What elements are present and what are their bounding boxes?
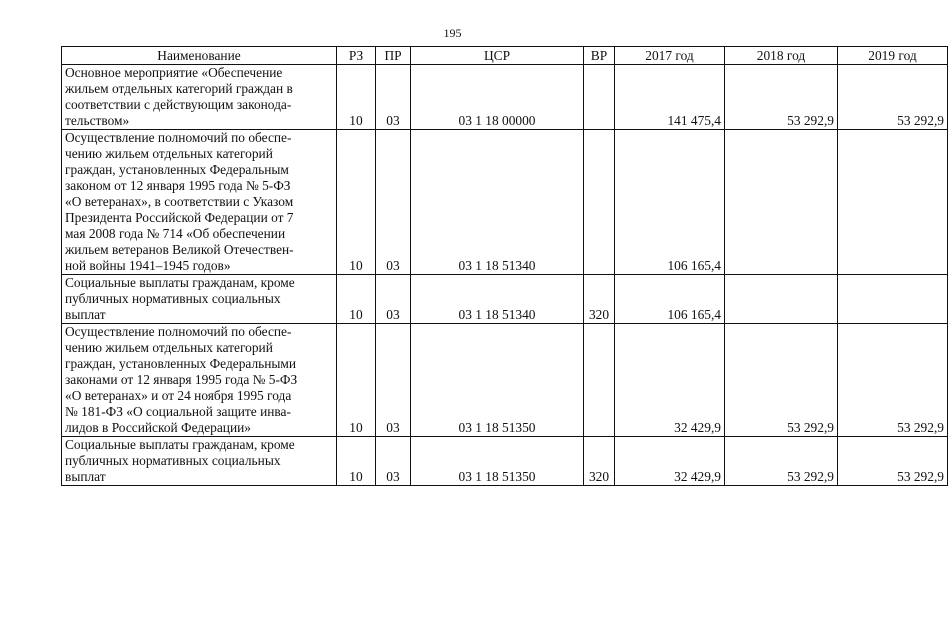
- row-pr: 03: [376, 275, 411, 324]
- row-pr: 03: [376, 324, 411, 437]
- row-vr: 320: [584, 437, 615, 486]
- row-2017: 141 475,4: [615, 65, 725, 130]
- row-pr: 03: [376, 437, 411, 486]
- row-vr: [584, 130, 615, 275]
- row-csr: 03 1 18 00000: [411, 65, 584, 130]
- header-2017: 2017 год: [615, 47, 725, 65]
- row-2018: 53 292,9: [725, 324, 838, 437]
- row-rz: 10: [337, 275, 376, 324]
- table-row: [62, 275, 948, 324]
- header-name: Наименование: [62, 47, 337, 65]
- row-name-line: жильем отдельных категорий граждан в: [65, 81, 293, 96]
- row-pr: 03: [376, 130, 411, 275]
- row-name-cell: [62, 65, 337, 130]
- row-name-line: публичных нормативных социальных: [65, 453, 281, 468]
- row-vr: 320: [584, 275, 615, 324]
- row-name-line: граждан, установленных Федеральным: [65, 162, 289, 177]
- row-name-cell: [62, 324, 337, 437]
- row-rz: 10: [337, 324, 376, 437]
- row-name-cell: [62, 130, 337, 275]
- table-row: [62, 324, 948, 437]
- page-number: 195: [443, 26, 462, 40]
- row-name-line: соответствии с действующим законода-: [65, 97, 292, 112]
- row-name-line: Основное мероприятие «Обеспечение: [65, 65, 283, 80]
- row-vr: [584, 65, 615, 130]
- row-rz: 10: [337, 437, 376, 486]
- row-rz: 10: [337, 65, 376, 130]
- table-header-row: [62, 47, 948, 65]
- row-vr: [584, 324, 615, 437]
- header-pr: ПР: [376, 47, 411, 65]
- row-2018: 53 292,9: [725, 437, 838, 486]
- header-csr: ЦСР: [411, 47, 584, 65]
- row-pr: 03: [376, 65, 411, 130]
- row-rz: 10: [337, 130, 376, 275]
- row-2019: 53 292,9: [838, 65, 948, 130]
- header-2018: 2018 год: [725, 47, 838, 65]
- row-2017: 32 429,9: [615, 437, 725, 486]
- row-name-line: «О ветеранах», в соответствии с Указом: [65, 194, 294, 209]
- row-2017: 106 165,4: [615, 130, 725, 275]
- row-name-line: мая 2008 года № 714 «Об обеспечении: [65, 226, 286, 241]
- row-name-line: законом от 12 января 1995 года № 5-ФЗ: [65, 178, 291, 193]
- header-rz: РЗ: [337, 47, 376, 65]
- row-name-line: Социальные выплаты гражданам, кроме: [65, 275, 295, 290]
- row-name-line: Осуществление полномочий по обеспе-: [65, 130, 292, 145]
- row-name-line: Осуществление полномочий по обеспе-: [65, 324, 292, 339]
- row-name-line: выплат: [65, 469, 106, 484]
- row-csr: 03 1 18 51350: [411, 437, 584, 486]
- row-name-line: Президента Российской Федерации от 7: [65, 210, 294, 225]
- row-name-line: выплат: [65, 307, 106, 322]
- row-name-cell: [62, 275, 337, 324]
- header-vr: ВР: [584, 47, 615, 65]
- row-csr: 03 1 18 51350: [411, 324, 584, 437]
- row-2019: [838, 130, 948, 275]
- row-name-line: «О ветеранах» и от 24 ноября 1995 года: [65, 388, 292, 403]
- budget-table: [61, 46, 948, 486]
- row-csr: 03 1 18 51340: [411, 130, 584, 275]
- row-2017: 106 165,4: [615, 275, 725, 324]
- row-name-line: № 181-ФЗ «О социальной защите инва-: [65, 404, 291, 419]
- row-2019: 53 292,9: [838, 437, 948, 486]
- row-2018: [725, 275, 838, 324]
- row-name-cell: [62, 437, 337, 486]
- row-name-line: публичных нормативных социальных: [65, 291, 281, 306]
- row-2017: 32 429,9: [615, 324, 725, 437]
- row-name-line: законами от 12 января 1995 года № 5-ФЗ: [65, 372, 298, 387]
- row-name-line: чению жильем отдельных категорий: [65, 340, 273, 355]
- table-row: [62, 130, 948, 275]
- row-2018: [725, 130, 838, 275]
- row-name-line: тельством»: [65, 113, 130, 128]
- row-name-line: лидов в Российской Федерации»: [65, 420, 251, 435]
- table-row: [62, 65, 948, 130]
- row-name-line: чению жильем отдельных категорий: [65, 146, 273, 161]
- row-name-line: ной войны 1941–1945 годов»: [65, 258, 231, 273]
- table-row: [62, 437, 948, 486]
- row-name-line: граждан, установленных Федеральными: [65, 356, 297, 371]
- row-2018: 53 292,9: [725, 65, 838, 130]
- row-name-line: жильем ветеранов Великой Отечествен-: [65, 242, 294, 257]
- row-csr: 03 1 18 51340: [411, 275, 584, 324]
- row-2019: 53 292,9: [838, 324, 948, 437]
- header-2019: 2019 год: [838, 47, 948, 65]
- row-2019: [838, 275, 948, 324]
- row-name-line: Социальные выплаты гражданам, кроме: [65, 437, 295, 452]
